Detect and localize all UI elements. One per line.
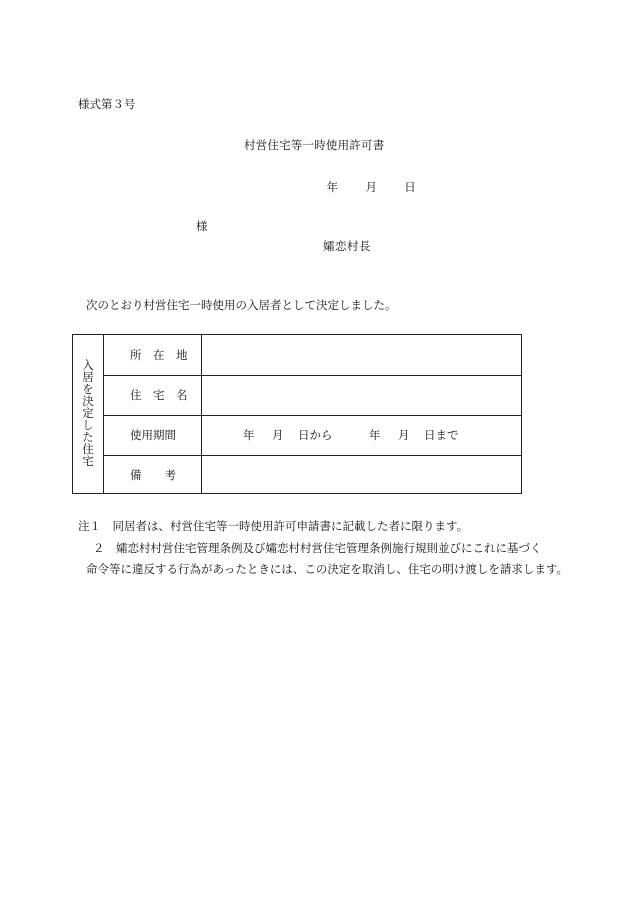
usage-period-value xyxy=(202,415,521,455)
issuer-name: 孀恋村長 xyxy=(323,239,371,253)
issue-date xyxy=(323,179,416,195)
intro-text: 次のとおり村営住宅一時使用の入居者として決定しました。 xyxy=(86,298,397,312)
usage-period-label: 使用期間 xyxy=(130,428,176,442)
side-header-label: 入居を決定した住宅 xyxy=(81,359,95,467)
remarks-label: 備 考 xyxy=(130,468,176,482)
note-2-line-1: ２ 孀恋村村営住宅管理条例及び孀恋村村営住宅管理条例施行規則並びにこれに基づく xyxy=(93,541,542,555)
note-1: 注１ 同居者は、村営住宅等一時使用許可申請書に記載した者に限ります。 xyxy=(78,519,469,533)
period-to-day: 日まで xyxy=(424,428,459,442)
period-from-year: 年 xyxy=(243,428,255,442)
location-label: 所 在 地 xyxy=(130,348,188,362)
note-2-line-2: 命令等に違反する行為があったときには、この決定を取消し、住宅の明け渡しを請求します。 xyxy=(86,562,568,576)
period-from-month: 月 xyxy=(272,428,284,442)
housing-name-label: 住 宅 名 xyxy=(130,388,188,402)
date-year-label: 年 xyxy=(326,180,339,194)
remarks-value xyxy=(202,455,521,495)
housing-name-value xyxy=(202,375,521,415)
document-title: 村営住宅等一時使用許可書 xyxy=(244,138,385,152)
recipient-honorific: 様 xyxy=(196,219,208,233)
location-value xyxy=(202,335,521,375)
housing-details-table xyxy=(72,334,522,494)
form-number: 様式第３号 xyxy=(78,97,136,111)
date-month-label: 月 xyxy=(365,180,377,194)
period-to-year: 年 xyxy=(369,428,381,442)
period-to-month: 月 xyxy=(398,428,410,442)
date-day-label: 日 xyxy=(404,180,416,194)
period-from-day: 日から xyxy=(298,428,333,442)
side-header-cell xyxy=(73,335,104,493)
